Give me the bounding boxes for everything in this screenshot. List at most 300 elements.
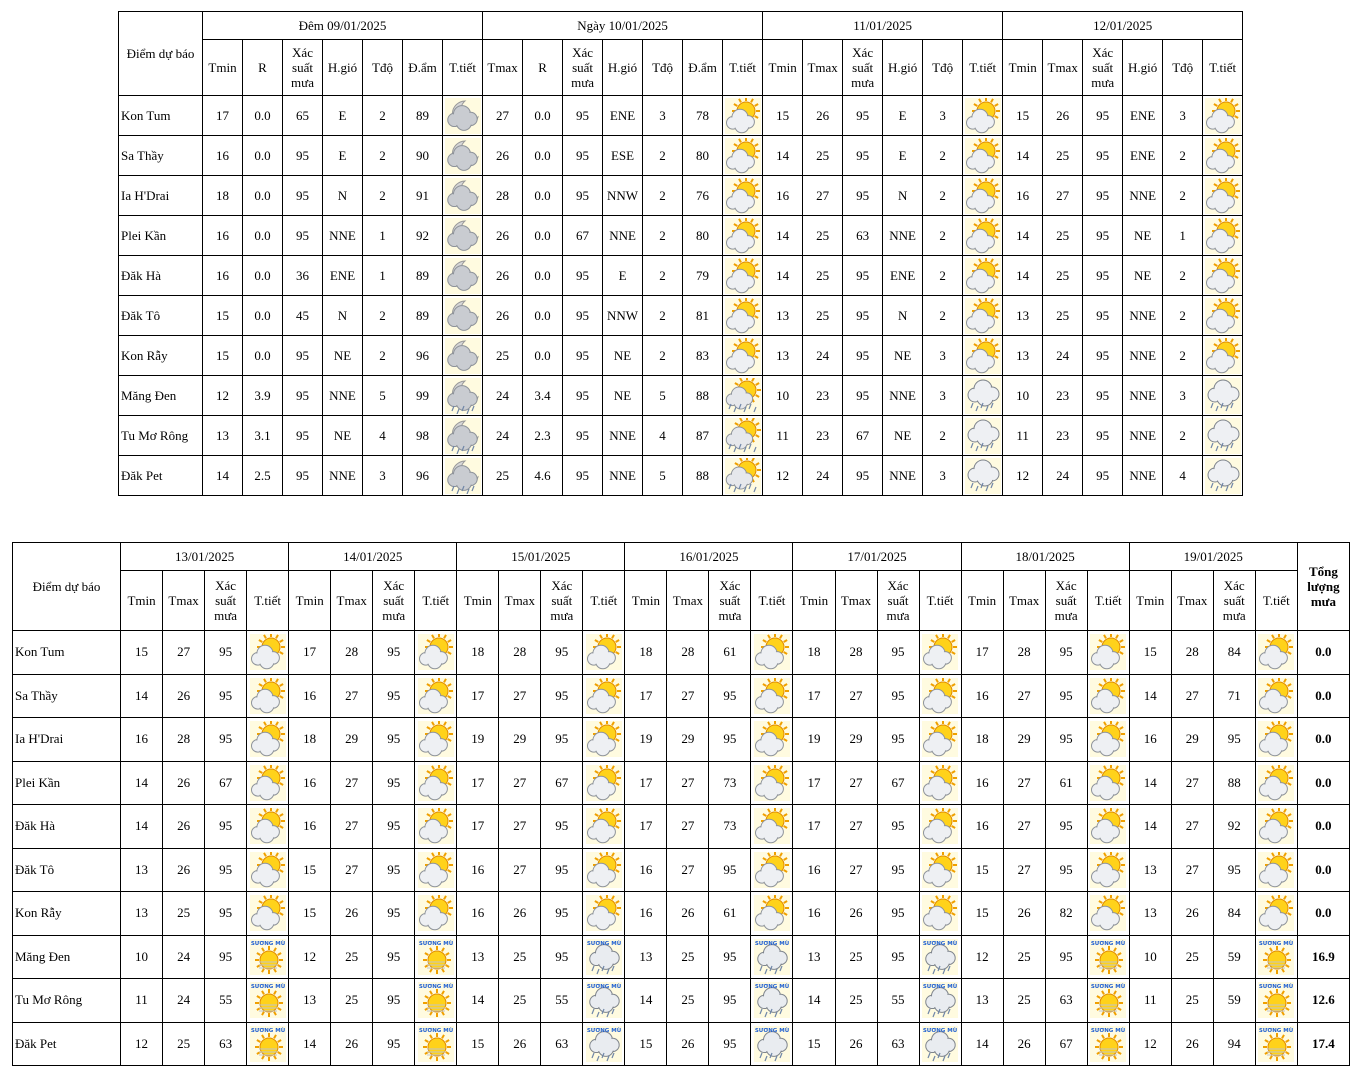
value-cell: 27 bbox=[1003, 674, 1045, 718]
weather-icon-cell bbox=[723, 376, 763, 416]
value-cell: 95 bbox=[709, 979, 751, 1023]
weather-icon-cell bbox=[583, 979, 625, 1023]
value-cell: 15 bbox=[1129, 631, 1171, 675]
weather-icon-cell bbox=[247, 1022, 289, 1066]
value-cell: 95 bbox=[709, 1022, 751, 1066]
value-cell: 27 bbox=[1043, 176, 1083, 216]
weather-icon-cell bbox=[443, 176, 483, 216]
value-cell: 13 bbox=[457, 935, 499, 979]
value-cell: 59 bbox=[1213, 979, 1255, 1023]
value-cell: 26 bbox=[163, 761, 205, 805]
table-row bbox=[13, 1022, 1350, 1066]
value-cell: 88 bbox=[683, 376, 723, 416]
value-cell: 27 bbox=[803, 176, 843, 216]
value-cell: 15 bbox=[763, 96, 803, 136]
sun-cloud-icon bbox=[1258, 678, 1294, 714]
value-cell: 95 bbox=[283, 456, 323, 496]
value-cell: 2 bbox=[923, 136, 963, 176]
value-cell: 10 bbox=[1129, 935, 1171, 979]
value-cell: 95 bbox=[373, 631, 415, 675]
weather-icon-cell bbox=[247, 979, 289, 1023]
value-cell: 15 bbox=[121, 631, 163, 675]
value-cell: ENE bbox=[603, 96, 643, 136]
weather-icon-cell bbox=[1087, 979, 1129, 1023]
location-name: Đăk Hà bbox=[13, 805, 121, 849]
weather-icon-cell bbox=[963, 416, 1003, 456]
night-rain-icon bbox=[445, 418, 481, 454]
value-cell: 95 bbox=[563, 256, 603, 296]
sun-cloud-icon bbox=[586, 678, 622, 714]
weather-icon-cell bbox=[963, 136, 1003, 176]
sun-cloud-icon bbox=[250, 852, 286, 888]
value-cell: 3.1 bbox=[243, 416, 283, 456]
weather-icon-cell bbox=[919, 979, 961, 1023]
value-cell: 28 bbox=[1003, 631, 1045, 675]
value-cell: 95 bbox=[1083, 176, 1123, 216]
value-cell: 95 bbox=[541, 631, 583, 675]
column-header: Tđộ bbox=[363, 40, 403, 96]
value-cell: 95 bbox=[563, 456, 603, 496]
table-row bbox=[13, 674, 1350, 718]
column-header: Tmax bbox=[483, 40, 523, 96]
value-cell: 25 bbox=[1043, 136, 1083, 176]
value-cell: 63 bbox=[1045, 979, 1087, 1023]
weather-icon-cell bbox=[415, 761, 457, 805]
value-cell: 95 bbox=[1045, 718, 1087, 762]
value-cell: 95 bbox=[877, 848, 919, 892]
value-cell: 27 bbox=[331, 761, 373, 805]
fog-rain-icon bbox=[754, 1026, 790, 1062]
value-cell: NE bbox=[323, 336, 363, 376]
sun-cloud-icon bbox=[586, 765, 622, 801]
column-header: Tmax bbox=[1003, 571, 1045, 631]
value-cell: 25 bbox=[1043, 216, 1083, 256]
value-cell: 2 bbox=[643, 136, 683, 176]
value-cell: 95 bbox=[1045, 805, 1087, 849]
weather-icon-cell bbox=[247, 674, 289, 718]
column-header: T.tiết bbox=[919, 571, 961, 631]
fog-label: SƯƠNG MÙ bbox=[1259, 940, 1294, 947]
value-cell: 25 bbox=[1003, 935, 1045, 979]
value-cell: 95 bbox=[1083, 216, 1123, 256]
value-cell: 27 bbox=[499, 848, 541, 892]
sun-cloud-icon bbox=[586, 721, 622, 757]
value-cell: NNE bbox=[1123, 416, 1163, 456]
rain-cloud-icon bbox=[1205, 378, 1241, 414]
value-cell: 95 bbox=[563, 416, 603, 456]
sun-cloud-icon bbox=[754, 765, 790, 801]
sun-cloud-icon bbox=[922, 721, 958, 757]
weather-icon-cell bbox=[1087, 631, 1129, 675]
value-cell: 2 bbox=[643, 336, 683, 376]
value-cell: 0.0 bbox=[523, 216, 563, 256]
value-cell: 95 bbox=[283, 416, 323, 456]
sun-cloud-icon bbox=[1205, 258, 1241, 294]
weather-icon-cell bbox=[583, 892, 625, 936]
value-cell: 2 bbox=[923, 256, 963, 296]
value-cell: 25 bbox=[483, 336, 523, 376]
sun-cloud-icon bbox=[418, 895, 454, 931]
column-header: R bbox=[523, 40, 563, 96]
value-cell: 0.0 bbox=[523, 336, 563, 376]
value-cell: 12 bbox=[121, 1022, 163, 1066]
value-cell: 67 bbox=[877, 761, 919, 805]
value-cell: 14 bbox=[121, 674, 163, 718]
weather-icon-cell bbox=[1255, 892, 1297, 936]
column-header: H.gió bbox=[323, 40, 363, 96]
value-cell: 27 bbox=[1171, 848, 1213, 892]
weather-icon-cell bbox=[443, 216, 483, 256]
value-cell: 17 bbox=[457, 761, 499, 805]
total-rain-header: Tổng lượng mưa bbox=[1297, 543, 1349, 631]
value-cell: 92 bbox=[403, 216, 443, 256]
sun-cloud-icon bbox=[1258, 895, 1294, 931]
value-cell: 23 bbox=[1043, 416, 1083, 456]
night-cloudy-icon bbox=[445, 178, 481, 214]
value-cell: N bbox=[323, 176, 363, 216]
sun-cloud-icon bbox=[1090, 634, 1126, 670]
weather-icon-cell bbox=[415, 892, 457, 936]
weather-icon-cell bbox=[1203, 296, 1243, 336]
sun-cloud-icon bbox=[965, 178, 1001, 214]
column-header: Tmax bbox=[803, 40, 843, 96]
value-cell: 15 bbox=[203, 336, 243, 376]
value-cell: 16 bbox=[793, 848, 835, 892]
value-cell: 63 bbox=[205, 1022, 247, 1066]
value-cell: 95 bbox=[709, 674, 751, 718]
value-cell: 95 bbox=[283, 136, 323, 176]
weather-icon-cell bbox=[963, 456, 1003, 496]
value-cell: NNE bbox=[603, 416, 643, 456]
sun-rain-icon bbox=[725, 378, 761, 414]
value-cell: 55 bbox=[877, 979, 919, 1023]
value-cell: 26 bbox=[483, 296, 523, 336]
value-cell: 29 bbox=[667, 718, 709, 762]
weather-icon-cell bbox=[415, 674, 457, 718]
value-cell: 14 bbox=[121, 761, 163, 805]
value-cell: 26 bbox=[499, 892, 541, 936]
value-cell: 95 bbox=[283, 376, 323, 416]
value-cell: 84 bbox=[1213, 892, 1255, 936]
value-cell: NNW bbox=[603, 176, 643, 216]
date-header: 16/01/2025 bbox=[625, 543, 793, 571]
column-header: T.tiết bbox=[723, 40, 763, 96]
weather-icon-cell bbox=[723, 416, 763, 456]
weather-icon-cell bbox=[1203, 136, 1243, 176]
weather-icon-cell bbox=[583, 935, 625, 979]
column-header: H.gió bbox=[603, 40, 643, 96]
value-cell: 27 bbox=[1003, 761, 1045, 805]
value-cell: 12 bbox=[1003, 456, 1043, 496]
weather-icon-cell bbox=[723, 216, 763, 256]
value-cell: 65 bbox=[283, 96, 323, 136]
value-cell: 25 bbox=[1171, 979, 1213, 1023]
night-rain-icon bbox=[445, 458, 481, 494]
value-cell: 12 bbox=[203, 376, 243, 416]
value-cell: 25 bbox=[499, 979, 541, 1023]
value-cell: 95 bbox=[709, 718, 751, 762]
value-cell: 26 bbox=[835, 892, 877, 936]
value-cell: 26 bbox=[1003, 1022, 1045, 1066]
weather-icon-cell bbox=[443, 416, 483, 456]
location-name: Đăk Pet bbox=[13, 1022, 121, 1066]
value-cell: 12 bbox=[289, 935, 331, 979]
value-cell: 36 bbox=[283, 256, 323, 296]
value-cell: 2 bbox=[363, 296, 403, 336]
value-cell: 16 bbox=[961, 674, 1003, 718]
weather-icon-cell bbox=[443, 136, 483, 176]
sun-cloud-icon bbox=[754, 678, 790, 714]
location-name: Sa Thầy bbox=[119, 136, 203, 176]
weather-icon-cell bbox=[751, 631, 793, 675]
value-cell: 17 bbox=[793, 805, 835, 849]
period-header: 12/01/2025 bbox=[1003, 12, 1243, 40]
column-header: Tmin bbox=[289, 571, 331, 631]
value-cell: 17 bbox=[289, 631, 331, 675]
fog-rain-icon bbox=[922, 939, 958, 975]
weather-icon-cell bbox=[919, 761, 961, 805]
weather-icon-cell bbox=[1087, 674, 1129, 718]
value-cell: 95 bbox=[1083, 336, 1123, 376]
weather-icon-cell bbox=[1255, 718, 1297, 762]
weather-icon-cell bbox=[1255, 805, 1297, 849]
value-cell: 90 bbox=[403, 136, 443, 176]
value-cell: 89 bbox=[403, 256, 443, 296]
value-cell: 89 bbox=[403, 296, 443, 336]
total-rain-value: 17.4 bbox=[1297, 1022, 1349, 1066]
value-cell: 24 bbox=[1043, 336, 1083, 376]
value-cell: 5 bbox=[363, 376, 403, 416]
sun-cloud-icon bbox=[418, 634, 454, 670]
value-cell: 16 bbox=[457, 892, 499, 936]
value-cell: 96 bbox=[403, 456, 443, 496]
sun-cloud-icon bbox=[586, 852, 622, 888]
value-cell: 95 bbox=[205, 718, 247, 762]
value-cell: E bbox=[883, 96, 923, 136]
value-cell: 16 bbox=[121, 718, 163, 762]
rain-cloud-icon bbox=[965, 458, 1001, 494]
value-cell: 67 bbox=[541, 761, 583, 805]
weather-icon-cell bbox=[963, 96, 1003, 136]
column-header: Xác suất mưa bbox=[1083, 40, 1123, 96]
value-cell: 45 bbox=[283, 296, 323, 336]
value-cell: 26 bbox=[331, 1022, 373, 1066]
table-row bbox=[13, 761, 1350, 805]
value-cell: 89 bbox=[403, 96, 443, 136]
location-name: Kon Rẫy bbox=[119, 336, 203, 376]
value-cell: ESE bbox=[603, 136, 643, 176]
column-header: Xác suất mưa bbox=[709, 571, 751, 631]
value-cell: 26 bbox=[667, 1022, 709, 1066]
value-cell: 26 bbox=[483, 216, 523, 256]
fog-label: SƯƠNG MÙ bbox=[250, 1027, 285, 1034]
total-rain-value: 0.0 bbox=[1297, 892, 1349, 936]
value-cell: 25 bbox=[1043, 256, 1083, 296]
value-cell: 27 bbox=[1171, 761, 1213, 805]
value-cell: 13 bbox=[793, 935, 835, 979]
fog-rain-icon bbox=[754, 982, 790, 1018]
value-cell: 95 bbox=[1083, 456, 1123, 496]
value-cell: 14 bbox=[1129, 805, 1171, 849]
night-rain-icon bbox=[445, 378, 481, 414]
value-cell: 15 bbox=[1003, 96, 1043, 136]
value-cell: 95 bbox=[563, 136, 603, 176]
value-cell: 59 bbox=[1213, 935, 1255, 979]
sun-cloud-icon bbox=[725, 178, 761, 214]
value-cell: 12 bbox=[961, 935, 1003, 979]
weather-icon-cell bbox=[1203, 216, 1243, 256]
value-cell: NNE bbox=[323, 456, 363, 496]
fog-rain-icon bbox=[586, 982, 622, 1018]
fog-label: SƯƠNG MÙ bbox=[250, 984, 285, 991]
value-cell: 25 bbox=[667, 979, 709, 1023]
weather-icon-cell bbox=[415, 631, 457, 675]
sun-cloud-icon bbox=[754, 895, 790, 931]
value-cell: 28 bbox=[483, 176, 523, 216]
value-cell: 23 bbox=[803, 416, 843, 456]
fog-label: SƯƠNG MÙ bbox=[418, 984, 453, 991]
weather-icon-cell bbox=[723, 296, 763, 336]
table-row bbox=[13, 718, 1350, 762]
value-cell: 28 bbox=[331, 631, 373, 675]
weather-icon-cell bbox=[443, 376, 483, 416]
value-cell: 27 bbox=[835, 848, 877, 892]
fog-rain-icon bbox=[922, 1026, 958, 1062]
value-cell: 26 bbox=[163, 674, 205, 718]
fog-label: SƯƠNG MÙ bbox=[754, 940, 790, 947]
weather-icon-cell bbox=[583, 805, 625, 849]
sun-cloud-icon bbox=[1205, 98, 1241, 134]
value-cell: 95 bbox=[1083, 136, 1123, 176]
fog-label: SƯƠNG MÙ bbox=[1091, 940, 1126, 947]
value-cell: 17 bbox=[961, 631, 1003, 675]
column-header: T.tiết bbox=[1087, 571, 1129, 631]
value-cell: NNE bbox=[323, 376, 363, 416]
value-cell: NNW bbox=[603, 296, 643, 336]
fog-sun-icon bbox=[1258, 982, 1294, 1018]
value-cell: 2 bbox=[1163, 416, 1203, 456]
value-cell: 14 bbox=[1003, 256, 1043, 296]
value-cell: 13 bbox=[625, 935, 667, 979]
value-cell: 11 bbox=[1129, 979, 1171, 1023]
column-header: Xác suất mưa bbox=[1045, 571, 1087, 631]
value-cell: 2 bbox=[363, 176, 403, 216]
value-cell: 15 bbox=[457, 1022, 499, 1066]
value-cell: 88 bbox=[683, 456, 723, 496]
column-header: Tmin bbox=[1129, 571, 1171, 631]
value-cell: NE bbox=[323, 416, 363, 456]
value-cell: 18 bbox=[625, 631, 667, 675]
value-cell: 2 bbox=[1163, 176, 1203, 216]
weather-icon-cell bbox=[443, 336, 483, 376]
table-row bbox=[119, 456, 1243, 496]
sun-cloud-icon bbox=[1258, 765, 1294, 801]
weather-icon-cell bbox=[1203, 456, 1243, 496]
weather-icon-cell bbox=[583, 761, 625, 805]
column-header: Tđộ bbox=[643, 40, 683, 96]
value-cell: 14 bbox=[961, 1022, 1003, 1066]
value-cell: 26 bbox=[499, 1022, 541, 1066]
value-cell: 28 bbox=[163, 718, 205, 762]
weather-icon-cell bbox=[751, 718, 793, 762]
value-cell: 95 bbox=[1213, 848, 1255, 892]
sun-rain-icon bbox=[725, 418, 761, 454]
sun-cloud-icon bbox=[1258, 634, 1294, 670]
value-cell: 25 bbox=[483, 456, 523, 496]
sun-cloud-icon bbox=[754, 852, 790, 888]
value-cell: 28 bbox=[499, 631, 541, 675]
fog-label: SƯƠNG MÙ bbox=[922, 984, 958, 991]
weather-icon-cell bbox=[1087, 805, 1129, 849]
value-cell: ENE bbox=[323, 256, 363, 296]
sun-cloud-icon bbox=[250, 678, 286, 714]
value-cell: 26 bbox=[483, 256, 523, 296]
value-cell: 99 bbox=[403, 376, 443, 416]
value-cell: 95 bbox=[373, 805, 415, 849]
value-cell: 10 bbox=[1003, 376, 1043, 416]
fog-label: SƯƠNG MÙ bbox=[1259, 984, 1294, 991]
value-cell: NNE bbox=[1123, 296, 1163, 336]
fog-label: SƯƠNG MÙ bbox=[1259, 1027, 1294, 1034]
weather-icon-cell bbox=[415, 718, 457, 762]
value-cell: 25 bbox=[331, 979, 373, 1023]
weather-icon-cell bbox=[751, 892, 793, 936]
fog-sun-icon bbox=[1090, 1026, 1126, 1062]
date-header: 17/01/2025 bbox=[793, 543, 961, 571]
value-cell: 27 bbox=[1003, 848, 1045, 892]
value-cell: 25 bbox=[1171, 935, 1213, 979]
weather-icon-cell bbox=[723, 96, 763, 136]
column-header: T.tiết bbox=[415, 571, 457, 631]
fog-sun-icon bbox=[418, 982, 454, 1018]
value-cell: 25 bbox=[835, 935, 877, 979]
value-cell: 24 bbox=[163, 935, 205, 979]
value-cell: 27 bbox=[331, 805, 373, 849]
value-cell: NE bbox=[603, 376, 643, 416]
value-cell: 13 bbox=[289, 979, 331, 1023]
value-cell: 29 bbox=[1003, 718, 1045, 762]
value-cell: 84 bbox=[1213, 631, 1255, 675]
location-name: Măng Đen bbox=[119, 376, 203, 416]
value-cell: 16 bbox=[625, 848, 667, 892]
value-cell: 2 bbox=[643, 176, 683, 216]
sun-cloud-icon bbox=[725, 298, 761, 334]
value-cell: 13 bbox=[1129, 892, 1171, 936]
rain-cloud-icon bbox=[965, 378, 1001, 414]
value-cell: 29 bbox=[1171, 718, 1213, 762]
value-cell: 16 bbox=[961, 761, 1003, 805]
value-cell: 12 bbox=[1129, 1022, 1171, 1066]
weather-icon-cell bbox=[963, 176, 1003, 216]
sun-cloud-icon bbox=[418, 678, 454, 714]
column-header: Tmin bbox=[203, 40, 243, 96]
weather-icon-cell bbox=[247, 935, 289, 979]
value-cell: 10 bbox=[763, 376, 803, 416]
value-cell: 67 bbox=[1045, 1022, 1087, 1066]
fog-sun-icon bbox=[1090, 939, 1126, 975]
value-cell: 81 bbox=[683, 296, 723, 336]
value-cell: 27 bbox=[499, 674, 541, 718]
weather-icon-cell bbox=[247, 631, 289, 675]
value-cell: 2 bbox=[923, 296, 963, 336]
fog-label: SƯƠNG MÙ bbox=[922, 1027, 958, 1034]
value-cell: 17 bbox=[625, 805, 667, 849]
total-rain-value: 0.0 bbox=[1297, 718, 1349, 762]
weather-icon-cell bbox=[1255, 631, 1297, 675]
weather-icon-cell bbox=[751, 979, 793, 1023]
table-row bbox=[119, 176, 1243, 216]
sun-cloud-icon bbox=[1205, 338, 1241, 374]
